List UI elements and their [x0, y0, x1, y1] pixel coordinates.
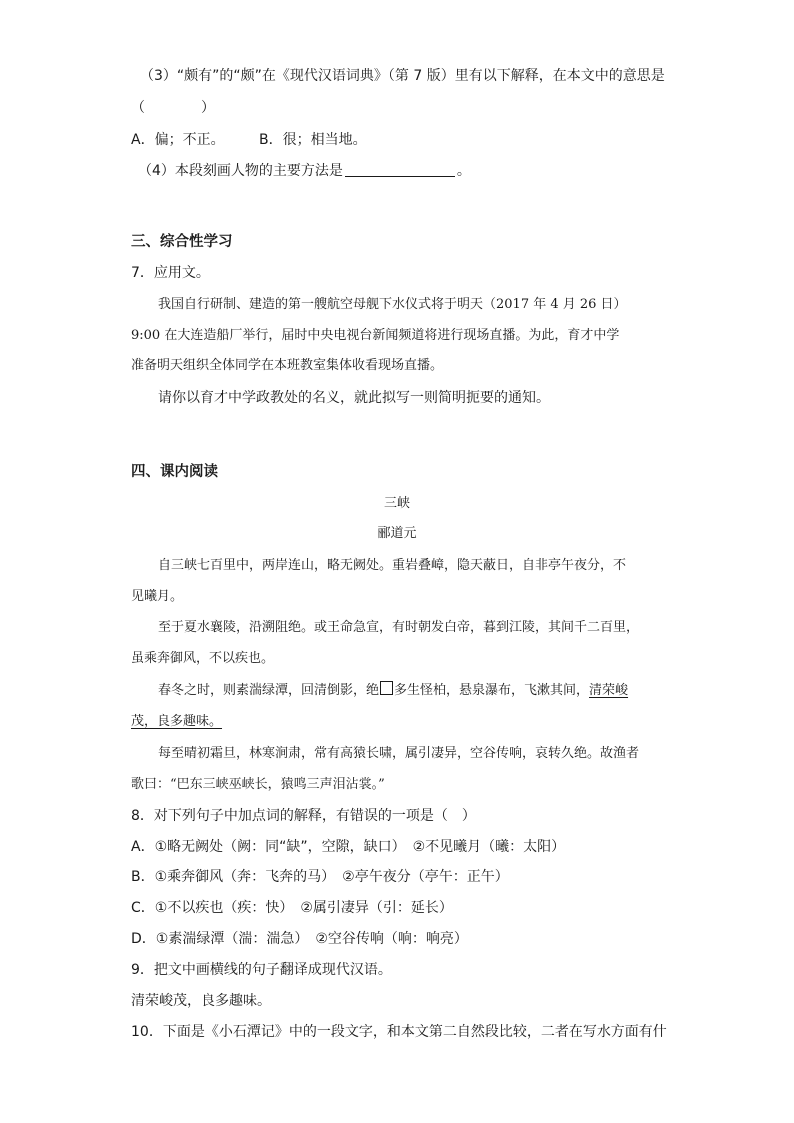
q9-stem: 9．把文中画横线的句子翻译成现代汉语。: [131, 962, 392, 978]
section3-heading: 三、综合性学习: [131, 234, 233, 250]
passage-p3-line2: [131, 712, 222, 732]
q3-option-b: B．很；相当地。: [259, 132, 367, 148]
passage-author: 郦道元: [377, 526, 417, 541]
q4-suffix: 。: [456, 163, 471, 179]
q8-option-c: C．①不以疾也（疾：快） ②属引凄异（引：延长）: [131, 900, 453, 916]
q4-prefix: （4）本段刻画人物的主要方法是: [138, 163, 343, 179]
passage-title: 三峡: [383, 496, 410, 511]
q8-option-b: B．①乘奔御风（奔：飞奔的马） ②亭午夜分（亭午：正午）: [131, 869, 509, 885]
underlined-sentence-part2: 茂，良多趣味。: [131, 714, 223, 729]
q4-answer-blank[interactable]: [345, 162, 455, 177]
q10-stem: 10．下面是《小石潭记》中的一段文字，和本文第二自然段比较，二者在写水方面有什: [131, 1024, 667, 1040]
passage-p1-line2: 见曦月。: [131, 589, 184, 604]
q3-options: [131, 130, 367, 150]
section4-heading: 四、课内阅读: [131, 464, 218, 480]
passage-p3-text-b: 多生怪柏，悬泉瀑布，飞漱其间，: [394, 683, 590, 698]
passage-p2-line2: 虽乘奔御风，不以疾也。: [131, 651, 275, 666]
q3-answer-parens: （ ）: [131, 100, 215, 116]
passage-p3-line1: [158, 681, 628, 701]
q7-title: 7．应用文。: [131, 265, 210, 281]
passage-p4-line2: 歌曰：“巴东三峡巫峡长，猿鸣三声泪沾裳。”: [131, 777, 385, 792]
q8-option-d: D．①素湍绿潭（湍：湍急） ②空谷传响（响：响亮）: [131, 931, 468, 947]
missing-char-box: [380, 681, 393, 695]
q7-material-line1: 我国自行研制、建造的第一艘航空母舰下水仪式将于明天（2017 年 4 月 26 日）: [158, 297, 627, 312]
passage-p4-line1: 每至晴初霜旦，林寒涧肃，常有高猿长啸，属引凄异，空谷传响，哀转久绝。故渔者: [158, 746, 640, 761]
q8-stem: 8．对下列句子中加点词的解释，有错误的一项是（ ）: [131, 808, 476, 824]
q9-sentence: 清荣峻茂，良多趣味。: [131, 993, 271, 1009]
q7-task: 请你以育才中学政教处的名义，就此拟写一则简明扼要的通知。: [158, 390, 550, 406]
passage-p2-line1: 至于夏水襄陵，沿溯阻绝。或王命急宣，有时朝发白帝，暮到江陵，其间千二百里，: [158, 620, 640, 635]
underlined-sentence-part1: 清荣峻: [589, 683, 629, 698]
passage-p3-text-a: 春冬之时，则素湍绿潭，回清倒影，绝: [158, 683, 380, 698]
passage-p1-line1: 自三峡七百里中，两岸连山，略无阙处。重岩叠嶂，隐天蔽日，自非亭午夜分，不: [158, 558, 627, 573]
q7-material-line2: 9:00 在大连造船厂举行，届时中央电视台新闻频道将进行现场直播。为此，育才中学: [131, 328, 620, 343]
q4-line: [138, 161, 471, 181]
q8-option-a: A．①略无阙处（阙：同“缺”，空隙，缺口） ②不见曦月（曦：太阳）: [131, 839, 566, 855]
q3-option-a: A．偏；不正。: [131, 132, 225, 148]
q7-material-line3: 准备明天组织全体同学在本班教室集体收看现场直播。: [131, 358, 444, 373]
q3-line1: （3）“颇有”的“颇”在《现代汉语词典》（第 7 版）里有以下解释，在本文中的意思是: [140, 68, 665, 84]
